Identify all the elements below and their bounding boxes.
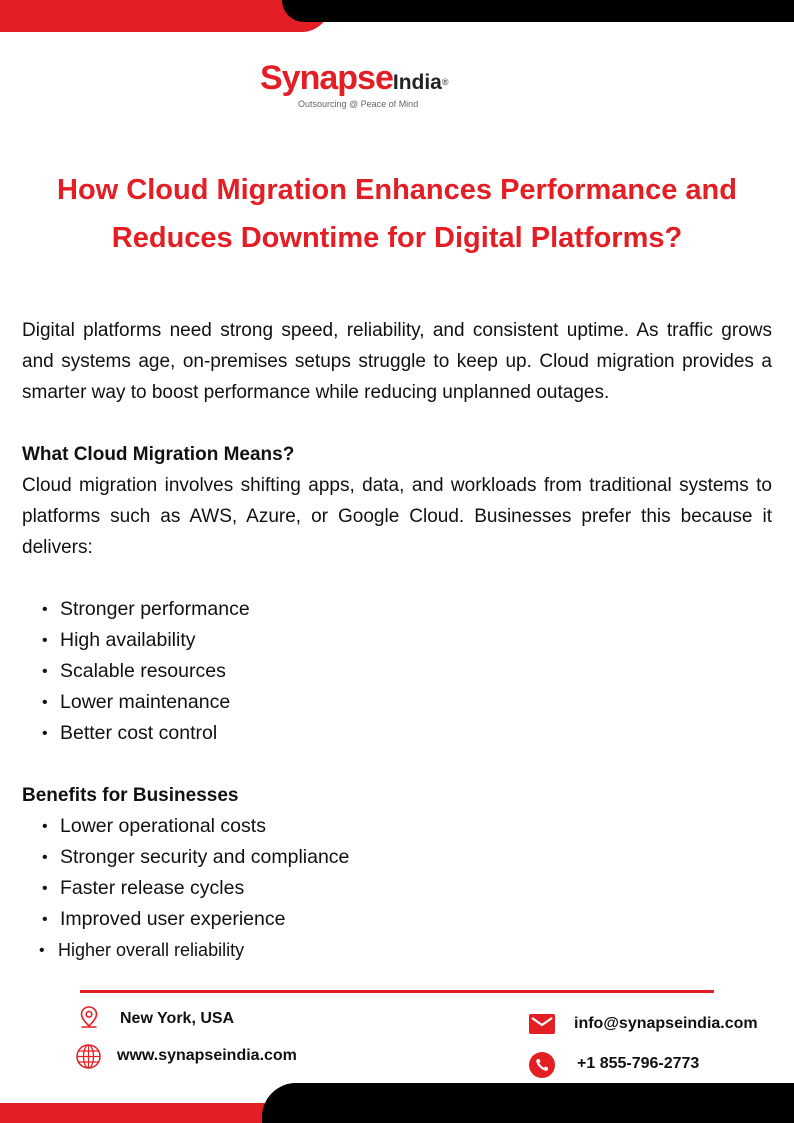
page-title-line-1: How Cloud Migration Enhances Performance and	[57, 174, 737, 206]
footer-phone-link[interactable]: +1 855-796-2773	[577, 1055, 700, 1072]
list-item: • Lower maintenance	[22, 687, 250, 718]
list-item: • Scalable resources	[22, 656, 250, 687]
footer-website-link[interactable]: www.synapseindia.com	[117, 1047, 297, 1064]
list-item: • Faster release cycles	[22, 873, 349, 904]
cloud-migration-benefits-list	[22, 594, 250, 749]
location-pin-icon	[78, 1005, 100, 1029]
logo-name-suffix: India	[392, 71, 442, 94]
top-red-band	[0, 0, 330, 32]
bottom-red-band	[0, 1103, 300, 1123]
intro-paragraph: Digital platforms need strong speed, reliability, and consistent uptime. As traffic grows and systems age, on-premises setups struggle to keep up. Cloud migration provides a smarter way to boost performance while reducing unplanned outages.	[22, 320, 772, 403]
section-heading-business-benefits: Benefits for Businesses	[22, 785, 239, 806]
page-title-line-2: Reduces Downtime for Digital Platforms?	[111, 222, 683, 254]
footer-location: New York, USA	[120, 1010, 235, 1027]
business-benefits-list	[22, 811, 349, 966]
section-paragraph-cloud-migration: Cloud migration involves shifting apps, data, and workloads from traditional systems to platforms such as AWS, Azure, or Google Cloud. Businesses prefer this because it delivers:	[22, 475, 772, 558]
logo-registered-mark: ®	[441, 77, 448, 87]
list-item: • High availability	[22, 625, 250, 656]
logo-tagline: Outsourcing @ Peace of Mind	[298, 99, 419, 109]
list-item: • Stronger performance	[22, 594, 250, 625]
section-heading-cloud-migration: What Cloud Migration Means?	[22, 444, 295, 465]
logo-name-main: Synapse	[260, 59, 393, 97]
mail-icon	[529, 1014, 555, 1034]
list-item: • Higher overall reliability	[22, 935, 349, 966]
footer-email-link[interactable]: info@synapseindia.com	[574, 1015, 758, 1032]
bottom-black-band	[262, 1083, 794, 1123]
globe-icon	[75, 1043, 102, 1070]
top-black-band	[282, 0, 794, 22]
footer-divider	[80, 990, 714, 993]
list-item: • Improved user experience	[22, 904, 349, 935]
page-title	[24, 166, 770, 262]
list-item: • Better cost control	[22, 718, 250, 749]
list-item: • Lower operational costs	[22, 811, 349, 842]
phone-icon	[529, 1052, 555, 1078]
list-item: • Stronger security and compliance	[22, 842, 349, 873]
